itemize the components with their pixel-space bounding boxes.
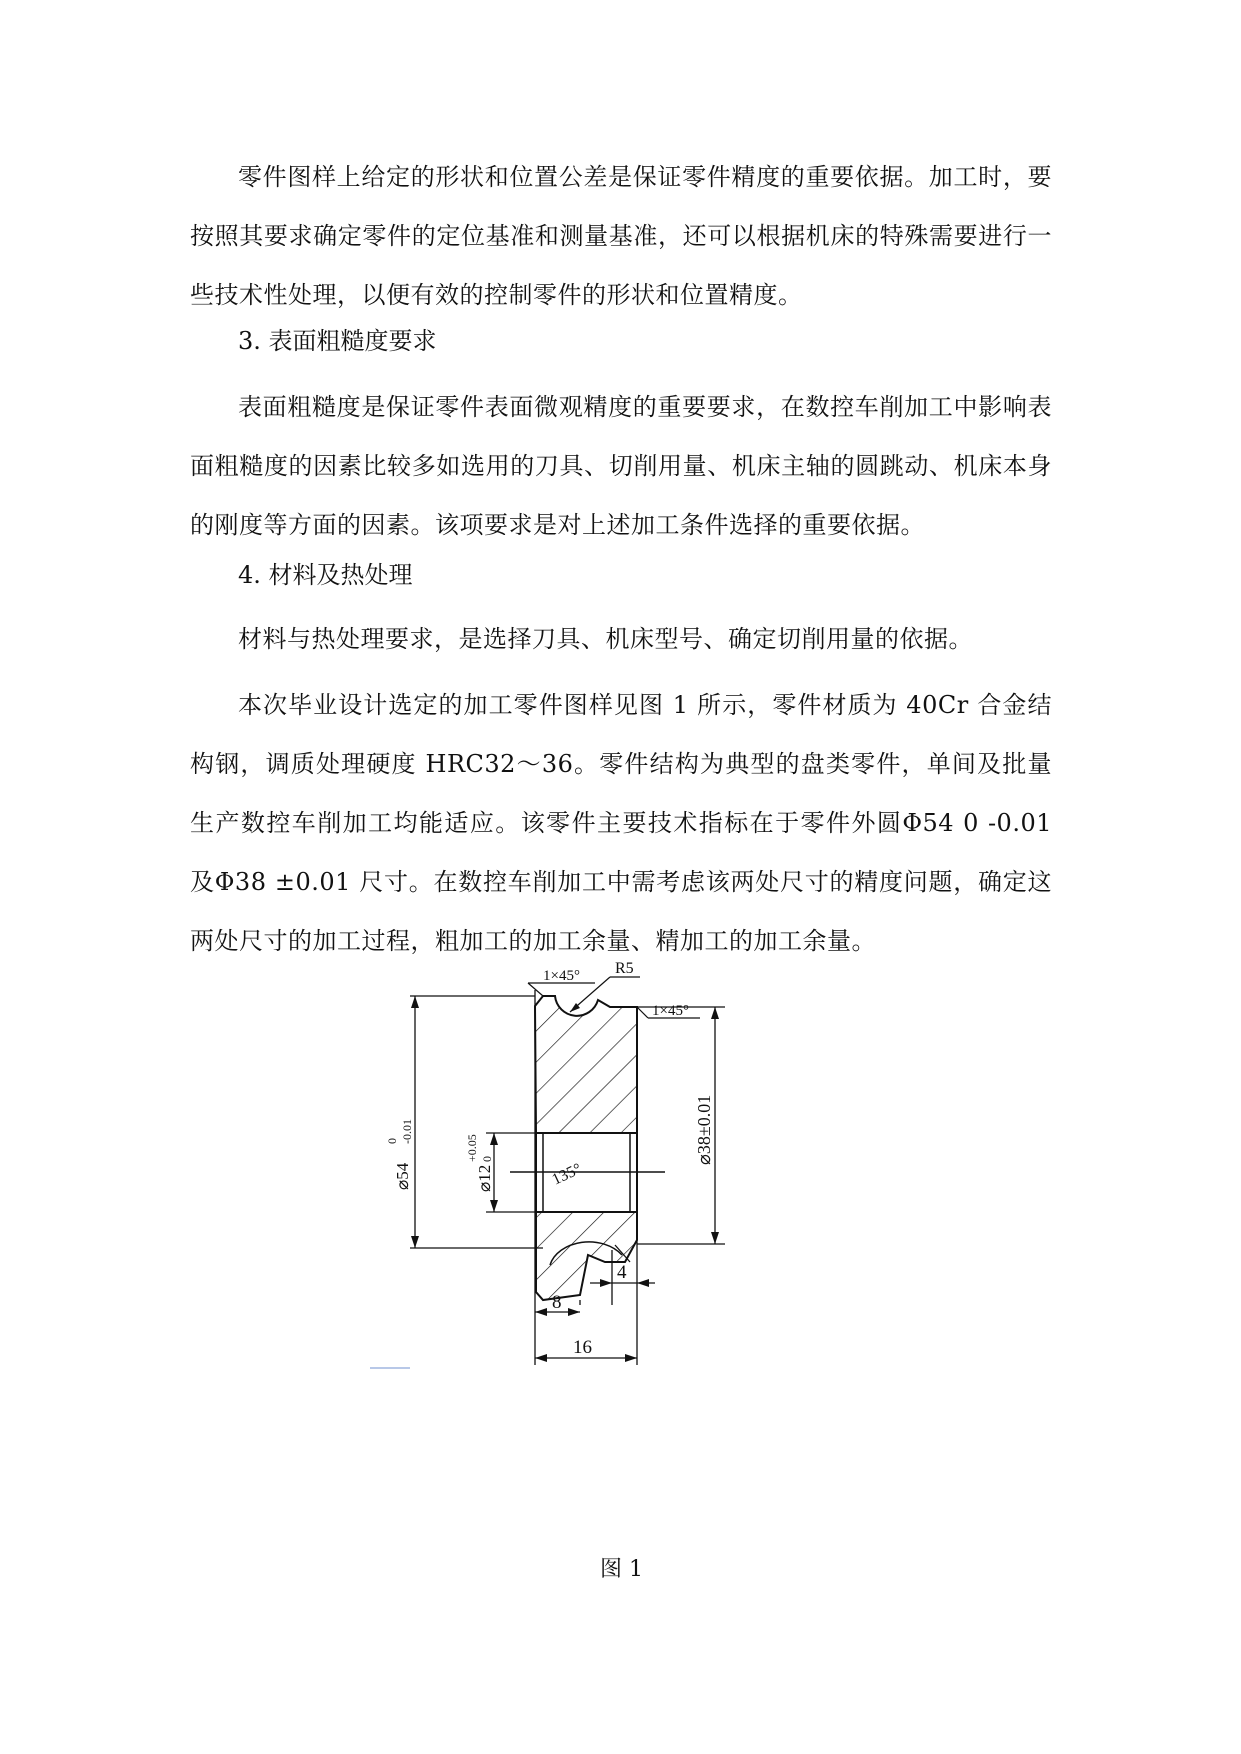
- paragraph-material: 材料与热处理要求，是选择刀具、机床型号、确定切削用量的依据。: [238, 625, 973, 653]
- dia12-lower-tol: 0: [480, 1156, 494, 1162]
- technical-drawing: [385, 950, 830, 1550]
- dia54-upper-tol: 0: [385, 1138, 399, 1144]
- part-section-lower: [536, 1212, 637, 1300]
- chamfer-top-label: 1×45°: [543, 968, 580, 984]
- paragraph-surface-roughness: 表面粗糙度是保证零件表面微观精度的重要要求，在数控车削加工中影响表面粗糙度的因素比较多如选用的刀具、切削用量、机床主轴的圆跳动、机床本身的刚度等方面的因素。该项要求是对上述加工条件选择的重要依据。: [190, 393, 1052, 539]
- paragraph-part-description: 本次毕业设计选定的加工零件图样见图 1 所示，零件材质为 40Cr 合金结构钢，调质处理硬度 HRC32～36。零件结构为典型的盘类零件，单间及批量生产数控车削加工均能适应。该零件主要技术指标在于零件外圆Φ54 0 -0.01 及Φ38 ±0.01 尺寸。在数控车削加工中需考虑该两处尺寸的精度问题，确定这两处尺寸的加工过程，粗加工的加工余量、精加工的加工余量。: [190, 691, 1052, 955]
- dia38-label: ⌀38±0.01: [694, 1094, 714, 1165]
- part-section-upper: [535, 996, 637, 1133]
- angle-label: 135°: [549, 1160, 585, 1189]
- heading-material-heat-treatment: 4. 材料及热处理: [238, 561, 413, 589]
- dim4-label: 4: [617, 1262, 627, 1283]
- dia12-upper-tol: +0.05: [465, 1134, 479, 1162]
- dia54-label: ⌀54: [393, 1162, 412, 1190]
- figure-caption: 图 1: [600, 1557, 643, 1582]
- dim16-label: 16: [573, 1337, 592, 1358]
- dia12-label: ⌀12: [475, 1164, 494, 1192]
- chamfer-right-label: 1×45°: [652, 1003, 689, 1019]
- radius-label: R5: [615, 960, 634, 977]
- heading-surface-roughness: 3. 表面粗糙度要求: [238, 327, 437, 355]
- dia54-lower-tol: -0.01: [400, 1119, 414, 1144]
- dim8-label: 8: [552, 1292, 562, 1313]
- paragraph-tolerance: 零件图样上给定的形状和位置公差是保证零件精度的重要依据。加工时，要按照其要求确定零件的定位基准和测量基准，还可以根据机床的特殊需要进行一些技术性处理，以便有效的控制零件的形状和位置精度。: [190, 163, 1052, 309]
